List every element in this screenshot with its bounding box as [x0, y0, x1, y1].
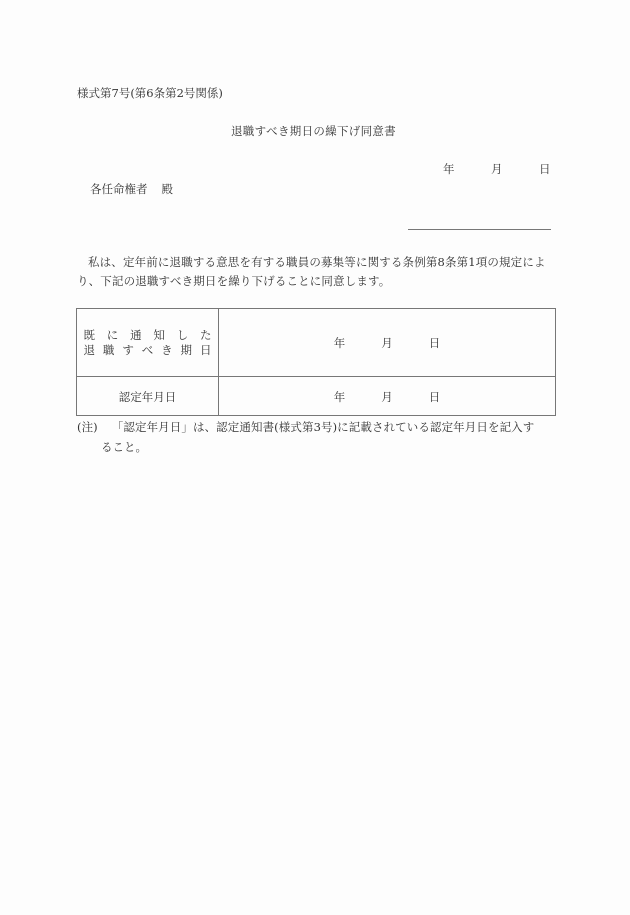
table-label-cell	[77, 309, 219, 376]
label-char: 通	[130, 327, 142, 342]
approval-date-field[interactable]	[219, 377, 555, 416]
note-line-1	[77, 419, 534, 435]
label-char: 職	[102, 342, 115, 357]
label-char: た	[199, 327, 212, 342]
label-char: す	[122, 342, 134, 357]
label-line-2	[84, 343, 212, 358]
signature-line	[408, 229, 551, 230]
date-day-label: 日	[539, 162, 551, 176]
day-label: 日	[428, 389, 441, 404]
consent-statement: 私は、定年前に退職する意思を有する職員の募集等に関する条例第8条第1項の規定により、下記の退職すべき期日を繰り下げることに同意します。	[77, 255, 546, 288]
form-number: 様式第7号(第6条第2号関係)	[77, 86, 223, 100]
note-line-2: ること。	[101, 440, 147, 454]
note-text: 「認定年月日」は、認定通知書(様式第3号)に記載されている認定年月日を記入す	[111, 420, 535, 434]
label-line-1	[84, 328, 212, 343]
date-fields	[334, 389, 441, 405]
label-char: し	[176, 327, 189, 342]
year-label: 年	[333, 389, 346, 404]
table-label-cell	[77, 377, 219, 416]
label-char: べ	[141, 342, 154, 357]
notified-date-field[interactable]	[219, 309, 555, 376]
month-label: 月	[381, 389, 393, 404]
addressee	[90, 181, 173, 197]
label-char: 知	[153, 327, 165, 342]
day-label: 日	[428, 335, 441, 350]
table-row-notified-retirement-date	[77, 309, 555, 377]
date-year-label: 年	[443, 162, 455, 176]
addressee-honorific: 殿	[161, 182, 173, 196]
label-char: き	[161, 342, 173, 357]
document-title: 退職すべき期日の繰下げ同意書	[231, 124, 396, 138]
month-label: 月	[381, 335, 393, 350]
label-char: 既	[83, 327, 95, 342]
consent-table	[76, 308, 556, 416]
approval-date-label: 認定年月日	[118, 389, 177, 404]
year-label: 年	[333, 335, 346, 350]
addressee-name: 各任命権者	[90, 182, 148, 196]
label-char: 日	[199, 342, 212, 357]
date-month-label: 月	[491, 162, 503, 176]
label-char: 期	[180, 342, 193, 357]
label-char: 退	[83, 342, 95, 357]
date-fields	[334, 335, 441, 351]
label-char: に	[106, 327, 119, 342]
note-marker: (注)	[77, 420, 98, 434]
table-row-approval-date	[77, 377, 555, 416]
